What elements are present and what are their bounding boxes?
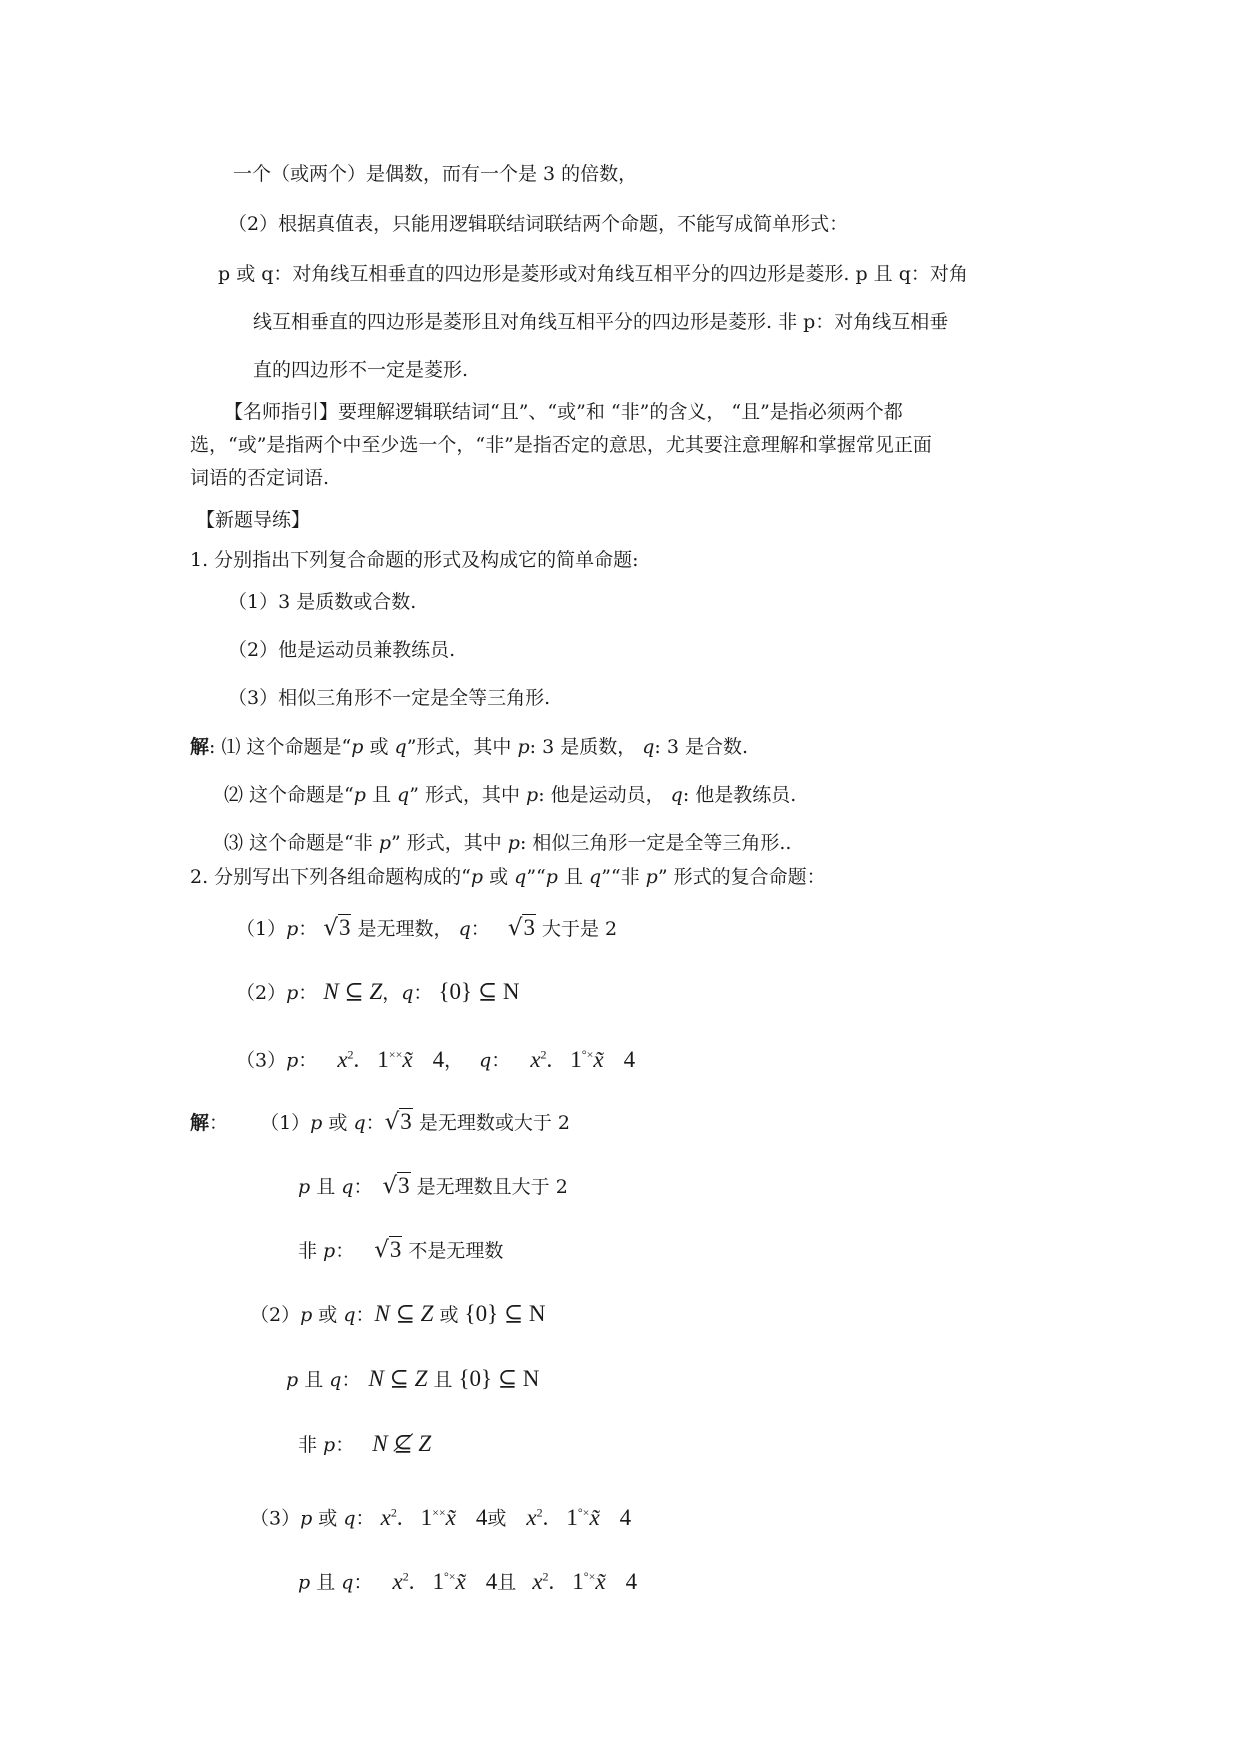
answer-1-line: ⑵ 这个命题是“p 且 q” 形式，其中 p: 他是运动员， q: 他是教练员. — [224, 784, 797, 806]
proposition-group-3: （3）p： $x^2$. 1××x̃ 4， q： $x^2$. 1°×x̃ 4 — [236, 1046, 636, 1072]
teacher-tip-line: 词语的否定词语. — [190, 467, 330, 489]
question-1-stem: 1. 分别指出下列复合命题的形式及构成它的简单命题: — [190, 549, 639, 571]
answer-2-line: 解： （1）p 或 q：√3 是无理数或大于 2 — [190, 1109, 570, 1135]
math-expression: N ⊆ Z — [323, 979, 383, 1004]
proposition-group-2: （2）p： N ⊆ Z，q： {0} ⊆ N — [236, 979, 520, 1004]
garbled-math-expression: $x^2$. 1××x̃ 4 — [380, 1504, 488, 1530]
math-expression: N ⊆ Z — [374, 1301, 434, 1326]
math-expression: N ⊆ Z — [368, 1366, 428, 1391]
question-2-stem: 2. 分别写出下列各组命题构成的“p 或 q”“p 且 q”“非 p” 形式的复合命题： — [190, 866, 826, 888]
text-line: p 或 q：对角线互相垂直的四边形是菱形或对角线互相平分的四边形是菱形. p 且 q：对角 — [218, 263, 968, 285]
teacher-tip-line: 选，“或”是指两个中至少选一个，“非”是指否定的意思，尤其要注意理解和掌握常见正面 — [190, 434, 932, 456]
text-line: 线互相垂直的四边形是菱形且对角线互相平分的四边形是菱形. 非 p：对角线互相垂 — [253, 311, 949, 333]
question-1-item: （1）3 是质数或合数. — [228, 591, 417, 613]
answer-label: 解 — [190, 1112, 210, 1134]
sqrt-3: √3 — [382, 1173, 410, 1199]
garbled-math-expression: $x^2$. 1°×x̃ 4 — [392, 1568, 498, 1594]
sqrt-3: √3 — [507, 915, 535, 941]
math-expression: N ⊈ Z — [372, 1431, 432, 1456]
answer-2-line: （2）p 或 q：N ⊆ Z 或 {0} ⊆ N — [250, 1301, 546, 1326]
garbled-math-expression: $x^2$. 1°×x̃ 4 — [526, 1504, 632, 1530]
answer-number: ⑶ — [224, 832, 244, 854]
question-1-item: （2）他是运动员兼教练员. — [228, 639, 456, 661]
answer-label: 解 — [190, 736, 210, 758]
answer-2-line: 非 p： N ⊈ Z — [298, 1431, 432, 1456]
answer-number: ⑵ — [224, 784, 244, 806]
answer-2-line: p 且 q： √3 是无理数且大于 2 — [298, 1173, 568, 1199]
answer-1-line: 解: ⑴ 这个命题是“p 或 q”形式，其中 p: 3 是质数， q: 3 是合数. — [190, 736, 749, 758]
text-line: 一个（或两个）是偶数，而有一个是 3 的倍数， — [233, 163, 638, 185]
answer-2-line: p 且 q： N ⊆ Z 且 {0} ⊆ N — [286, 1366, 540, 1391]
question-1-item: （3）相似三角形不一定是全等三角形. — [228, 687, 551, 709]
sqrt-3: √3 — [374, 1237, 402, 1263]
answer-1-line: ⑶ 这个命题是“非 p” 形式，其中 p: 相似三角形一定是全等三角形.. — [224, 832, 792, 854]
section-title: 【新题导练】 — [196, 509, 311, 531]
sqrt-3: √3 — [323, 915, 351, 941]
math-expression: {0} ⊆ N — [458, 1366, 540, 1391]
garbled-math-expression: $x^2$. 1°×x̃ 4 — [532, 1568, 638, 1594]
answer-2-line: （3）p 或 q： $x^2$. 1××x̃ 4或 $x^2$. 1°×x̃ 4 — [250, 1504, 632, 1530]
garbled-math-expression: $x^2$. 1××x̃ 4 — [337, 1046, 445, 1072]
garbled-math-expression: $x^2$. 1°×x̃ 4 — [530, 1046, 636, 1072]
teacher-tip-line: 【名师指引】要理解逻辑联结词“且”、“或”和 “非”的含义， “且”是指必须两个都 — [224, 401, 903, 423]
sqrt-3: √3 — [384, 1109, 412, 1135]
answer-number: ⑴ — [221, 736, 241, 758]
answer-2-line: 非 p： √3 不是无理数 — [298, 1237, 504, 1263]
text-line: 直的四边形不一定是菱形. — [253, 359, 469, 381]
math-expression: {0} ⊆ N — [464, 1301, 546, 1326]
math-expression: {0} ⊆ N — [438, 979, 520, 1004]
text-line: （2）根据真值表，只能用逻辑联结词联结两个命题，不能写成简单形式： — [228, 213, 849, 235]
answer-2-line: p 且 q： $x^2$. 1°×x̃ 4且 $x^2$. 1°×x̃ 4 — [298, 1568, 638, 1594]
proposition-group-1: （1）p： √3 是无理数， q： √3 大于是 2 — [236, 915, 618, 941]
